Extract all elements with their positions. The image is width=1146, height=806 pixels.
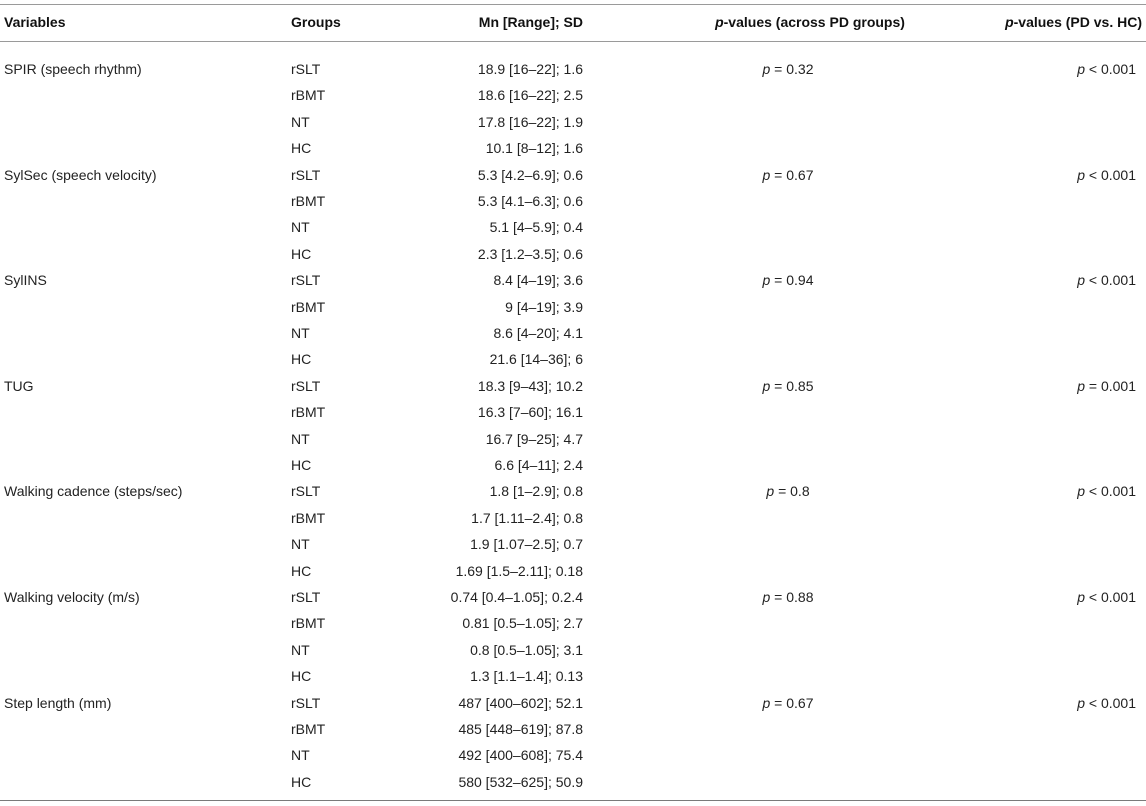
mn-range-sd-value: 580 [532–625]; 50.9 (458, 774, 583, 790)
group-label: NT (291, 219, 310, 235)
group-label: HC (291, 668, 312, 684)
group-label: HC (291, 246, 312, 262)
group-label: rSLT (291, 167, 321, 183)
p-pd-vs-hc (836, 589, 1136, 605)
mn-range-sd-value: 485 [448–619]; 87.8 (458, 721, 583, 737)
p-pd-vs-hc-symbol: p (1077, 272, 1085, 288)
group-label: NT (291, 431, 310, 447)
mn-range-sd-value: 1.8 [1–2.9]; 0.8 (489, 483, 583, 499)
p-across-pd-groups-symbol: p (762, 61, 771, 77)
group-label: rBMT (291, 87, 326, 103)
table-bottom-rule (0, 800, 1146, 801)
p-across-pd-groups-value: = 0.8 (774, 483, 810, 499)
p-pd-vs-hc-value: = 0.001 (1085, 378, 1136, 394)
variable-name: TUG (4, 378, 34, 394)
group-label: NT (291, 325, 310, 341)
p-pd-vs-hc-symbol: p (1077, 589, 1085, 605)
mn-range-sd-value: 18.6 [16–22]; 2.5 (477, 87, 583, 103)
header-variables: Variables (4, 14, 66, 30)
p-pd-vs-hc (836, 483, 1136, 499)
mn-range-sd-value: 6.6 [4–11]; 2.4 (494, 457, 583, 473)
p-across-pd-groups-symbol: p (762, 695, 771, 711)
variable-name: SylSec (speech velocity) (4, 167, 157, 183)
group-label: rSLT (291, 483, 321, 499)
group-label: rSLT (291, 378, 321, 394)
group-label: rSLT (291, 695, 321, 711)
p-pd-vs-hc-value: < 0.001 (1085, 167, 1136, 183)
group-label: rSLT (291, 61, 321, 77)
mn-range-sd-value: 8.6 [4–20]; 4.1 (493, 325, 583, 341)
p-pd-vs-hc-value: < 0.001 (1085, 483, 1136, 499)
group-label: HC (291, 457, 312, 473)
mn-range-sd-value: 0.81 [0.5–1.05]; 2.7 (462, 615, 583, 631)
variable-name: SPIR (speech rhythm) (4, 61, 142, 77)
header-p-across-italic: p (715, 14, 724, 30)
p-across-pd-groups-value: = 0.94 (770, 272, 814, 288)
group-label: rBMT (291, 721, 326, 737)
p-across-pd-groups-value: = 0.88 (770, 589, 814, 605)
group-label: NT (291, 642, 310, 658)
header-p-across-text: -values (across PD groups) (723, 14, 905, 30)
mn-range-sd-value: 1.7 [1.11–2.4]; 0.8 (471, 510, 583, 526)
p-pd-vs-hc-symbol: p (1077, 483, 1085, 499)
mn-range-sd-value: 16.3 [7–60]; 16.1 (477, 404, 583, 420)
mn-range-sd-value: 5.3 [4.2–6.9]; 0.6 (477, 167, 583, 183)
p-pd-vs-hc-value: < 0.001 (1085, 589, 1136, 605)
table-header-rule (0, 41, 1146, 42)
p-across-pd-groups-symbol: p (762, 378, 771, 394)
p-pd-vs-hc-value: < 0.001 (1085, 272, 1136, 288)
p-pd-vs-hc (836, 61, 1136, 77)
group-label: HC (291, 140, 312, 156)
group-label: rBMT (291, 510, 326, 526)
p-across-pd-groups-symbol: p (766, 483, 775, 499)
header-p-pdhc-italic: p (1005, 14, 1014, 30)
mn-range-sd-value: 1.69 [1.5–2.11]; 0.18 (455, 563, 583, 579)
p-pd-vs-hc-symbol: p (1077, 61, 1085, 77)
mn-range-sd-value: 17.8 [16–22]; 1.9 (477, 114, 583, 130)
variable-name: Step length (mm) (4, 695, 112, 711)
group-label: HC (291, 563, 312, 579)
mn-range-sd-value: 5.3 [4.1–6.3]; 0.6 (477, 193, 583, 209)
p-across-pd-groups-symbol: p (762, 167, 771, 183)
table-top-rule (0, 4, 1146, 5)
variable-name: Walking cadence (steps/sec) (4, 483, 183, 499)
p-across-pd-groups-value: = 0.67 (770, 167, 814, 183)
group-label: rSLT (291, 589, 321, 605)
mn-range-sd-value: 10.1 [8–12]; 1.6 (485, 140, 583, 156)
mn-range-sd-value: 492 [400–608]; 75.4 (458, 747, 583, 763)
p-across-pd-groups-value: = 0.85 (770, 378, 814, 394)
group-label: HC (291, 351, 312, 367)
p-pd-vs-hc-symbol: p (1077, 695, 1085, 711)
group-label: rBMT (291, 299, 326, 315)
group-label: rBMT (291, 615, 326, 631)
mn-range-sd-value: 5.1 [4–5.9]; 0.4 (489, 219, 583, 235)
group-label: HC (291, 774, 312, 790)
mn-range-sd-value: 0.74 [0.4–1.05]; 0.2.4 (450, 589, 583, 605)
mn-range-sd-value: 18.3 [9–43]; 10.2 (477, 378, 583, 394)
mn-range-sd-value: 8.4 [4–19]; 3.6 (493, 272, 583, 288)
group-label: rSLT (291, 272, 321, 288)
header-p-pd-vs-hc (842, 14, 1142, 30)
p-pd-vs-hc-value: < 0.001 (1085, 61, 1136, 77)
p-pd-vs-hc-value: < 0.001 (1085, 695, 1136, 711)
group-label: rBMT (291, 193, 326, 209)
p-pd-vs-hc (836, 695, 1136, 711)
mn-range-sd-value: 1.3 [1.1–1.4]; 0.13 (470, 668, 583, 684)
p-across-pd-groups-value: = 0.67 (770, 695, 814, 711)
mn-range-sd-value: 21.6 [14–36]; 6 (489, 351, 583, 367)
p-across-pd-groups-value: = 0.32 (770, 61, 814, 77)
header-mn-range-sd: Mn [Range]; SD (478, 14, 583, 30)
mn-range-sd-value: 9 [4–19]; 3.9 (505, 299, 583, 315)
p-pd-vs-hc (836, 272, 1136, 288)
group-label: NT (291, 536, 310, 552)
mn-range-sd-value: 1.9 [1.07–2.5]; 0.7 (470, 536, 583, 552)
mn-range-sd-value: 16.7 [9–25]; 4.7 (485, 431, 583, 447)
header-p-pdhc-text: -values (PD vs. HC) (1013, 14, 1142, 30)
mn-range-sd-value: 487 [400–602]; 52.1 (458, 695, 583, 711)
p-pd-vs-hc-symbol: p (1077, 167, 1085, 183)
p-pd-vs-hc-symbol: p (1077, 378, 1085, 394)
p-pd-vs-hc (836, 167, 1136, 183)
p-across-pd-groups-symbol: p (762, 589, 771, 605)
variable-name: Walking velocity (m/s) (4, 589, 140, 605)
mn-range-sd-value: 18.9 [16–22]; 1.6 (477, 61, 583, 77)
header-groups: Groups (291, 14, 341, 30)
group-label: NT (291, 114, 310, 130)
group-label: rBMT (291, 404, 326, 420)
mn-range-sd-value: 2.3 [1.2–3.5]; 0.6 (477, 246, 583, 262)
p-pd-vs-hc (836, 378, 1136, 394)
p-across-pd-groups-symbol: p (762, 272, 771, 288)
group-label: NT (291, 747, 310, 763)
variable-name: SylINS (4, 272, 47, 288)
mn-range-sd-value: 0.8 [0.5–1.05]; 3.1 (470, 642, 583, 658)
